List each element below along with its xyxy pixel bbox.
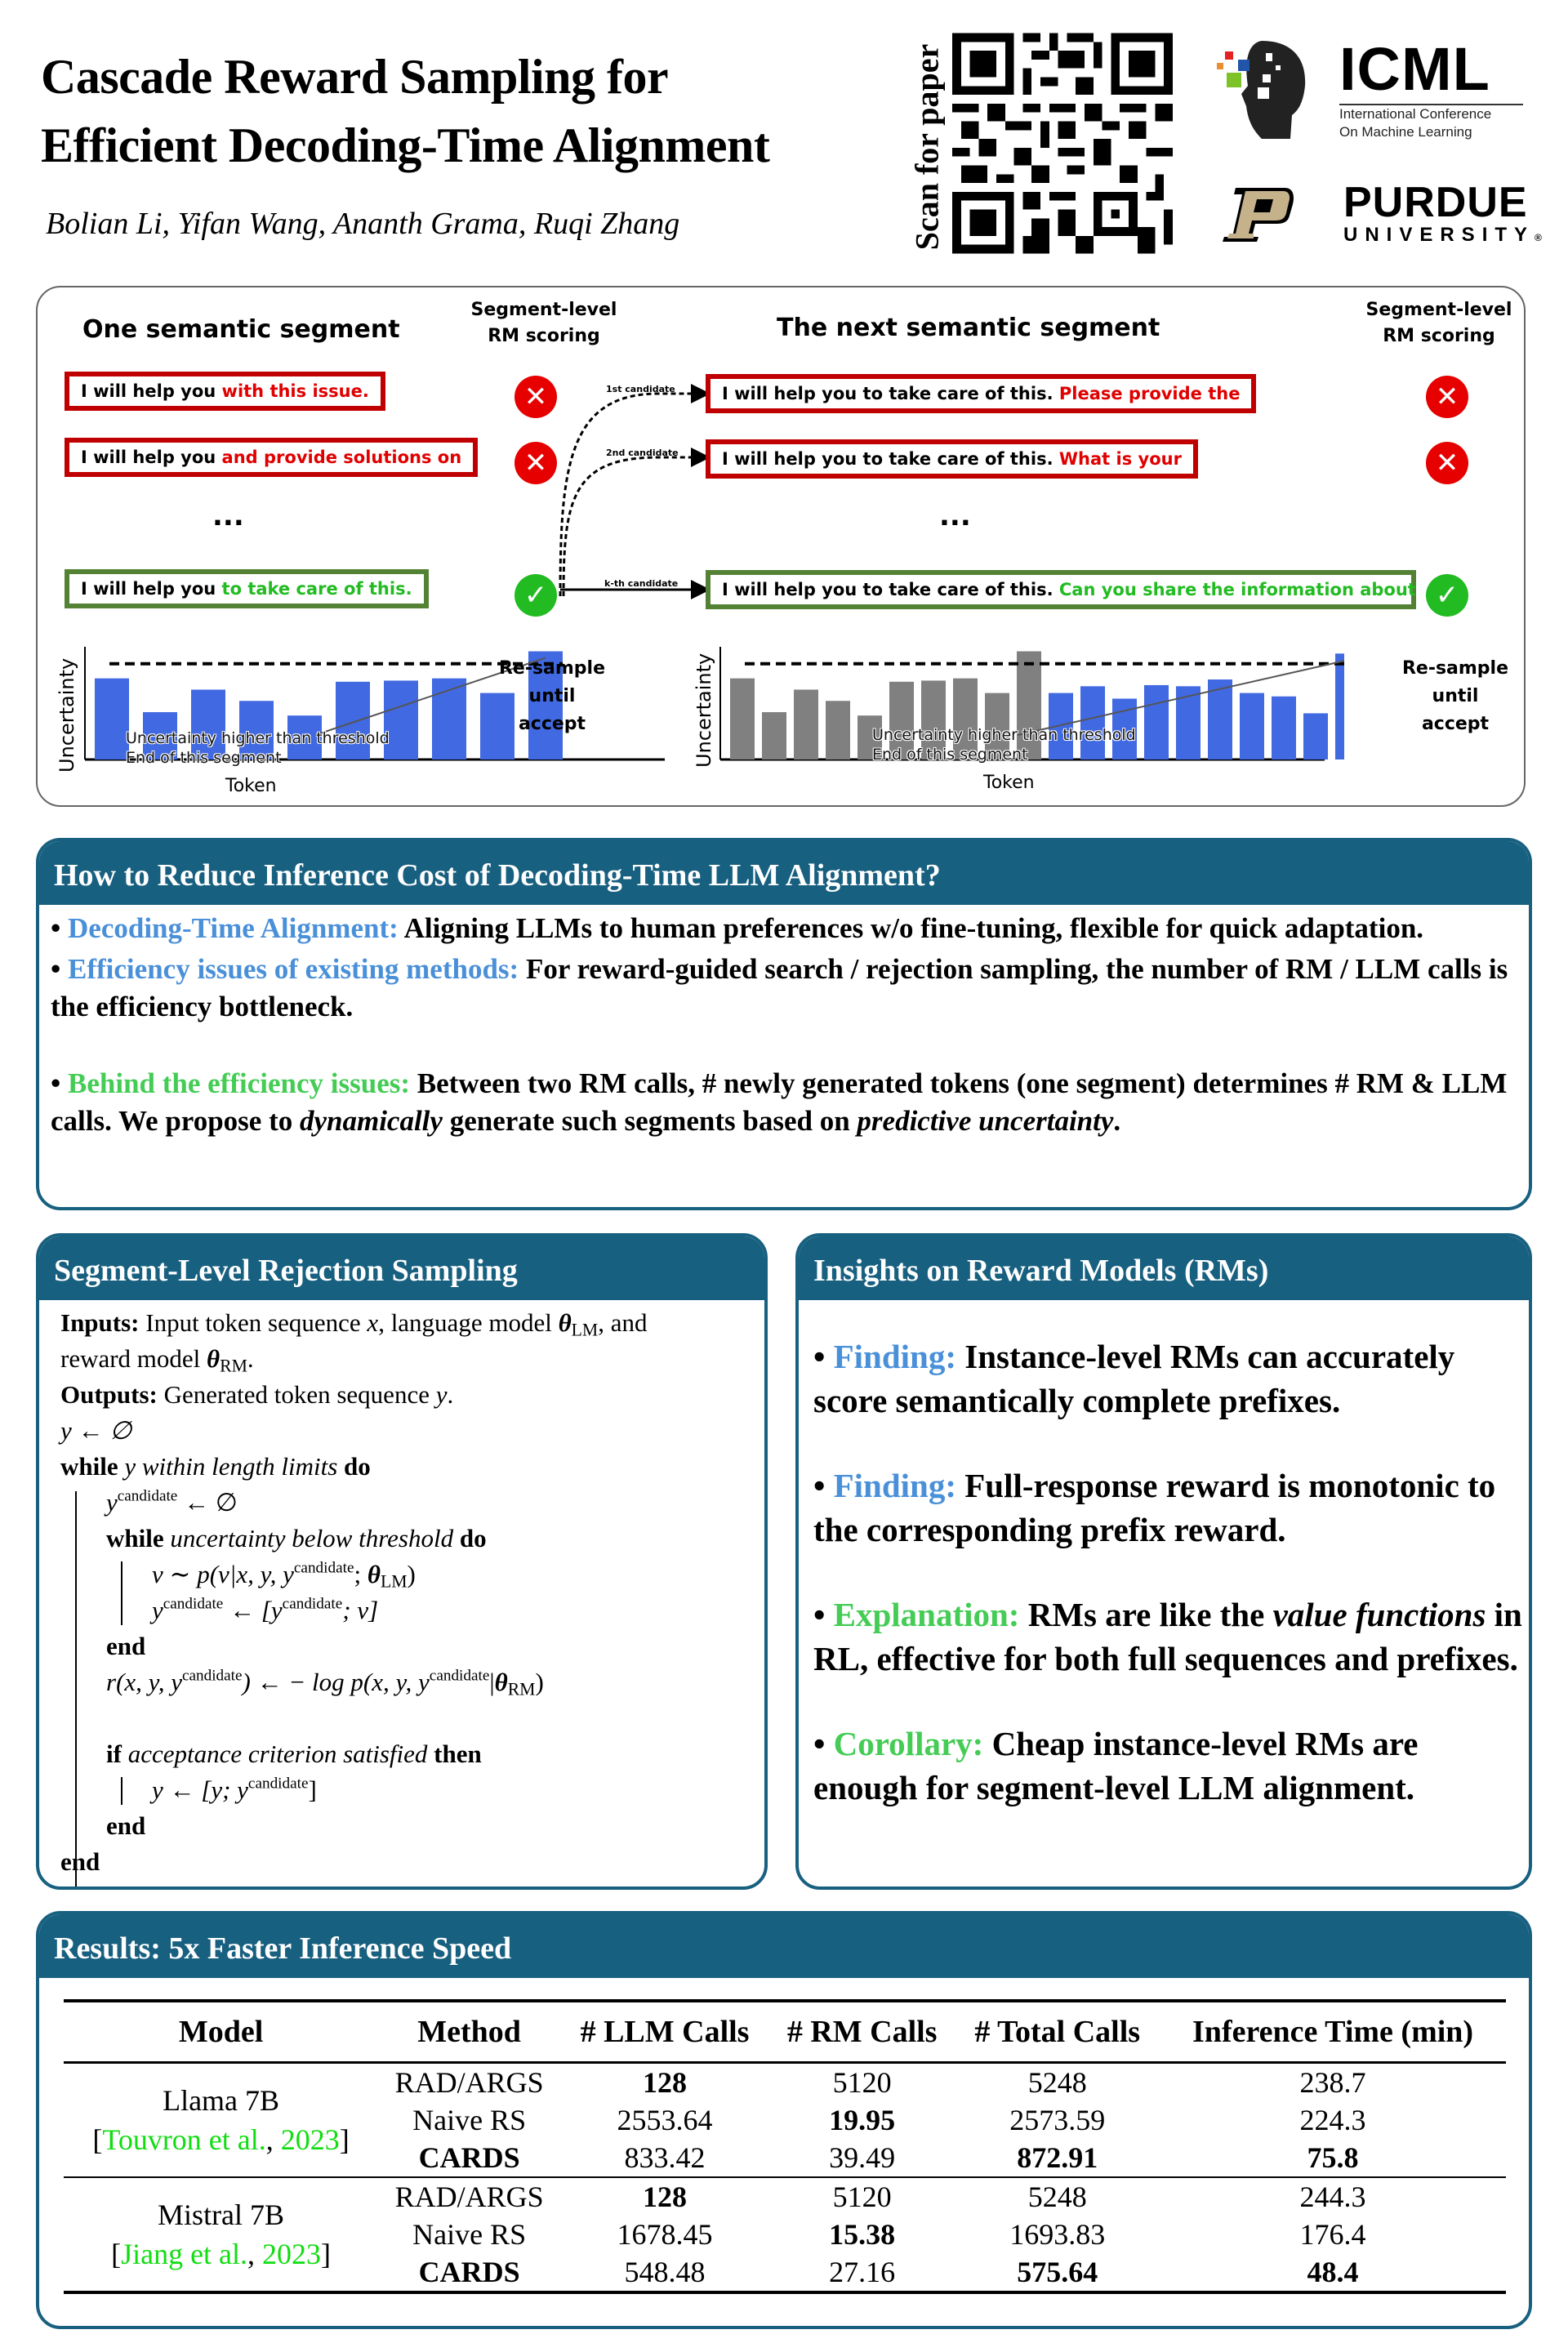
bar <box>1240 693 1264 760</box>
right-segment-3: I will help you to take care of this. Can you share the information about <box>706 570 1416 609</box>
bar <box>1335 653 1344 760</box>
section-inference-cost <box>36 838 1532 1210</box>
algo-init: y ← ∅ <box>60 1416 132 1445</box>
bar <box>1272 697 1296 760</box>
bullet-decoding-time: • Decoding-Time Alignment: Aligning LLMs to human preferences w/o fine-tuning, flexible for quick adaptation. <box>51 912 1424 944</box>
cell-rm: 5120 <box>832 2066 892 2099</box>
cell-llm: 128 <box>643 2066 688 2099</box>
section-title: How to Reduce Inference Cost of Decoding-Time LLM Alignment? <box>39 841 1529 905</box>
left-segment-1: I will help you with this issue. <box>65 372 385 411</box>
chart2-ylabel: Uncertainty <box>693 653 715 768</box>
right-title: The next semantic segment <box>777 314 1160 342</box>
algo-scope-bar <box>121 1561 122 1625</box>
bar <box>1176 686 1200 760</box>
qr-label: Scan for paper <box>908 43 946 251</box>
cell-total: 872.91 <box>1017 2141 1098 2174</box>
col-rm-calls: # RM Calls <box>786 2015 938 2049</box>
algo-scope-bar <box>121 1777 122 1805</box>
cell-method: Naive RS <box>412 2218 527 2251</box>
cell-total: 5248 <box>1027 2066 1087 2099</box>
cell-rm: 27.16 <box>829 2256 896 2288</box>
candidate-label-3: k-th candidate <box>604 578 679 589</box>
citation[interactable]: [Touvron et al., 2023] <box>92 2123 350 2156</box>
cell-time: 176.4 <box>1299 2218 1366 2251</box>
col-method: Method <box>417 2015 521 2049</box>
algo-outer-while: while y within length limits do <box>60 1452 371 1481</box>
chart1-xlabel: Token <box>225 776 277 796</box>
insight-corollary: • Corollary: Cheap instance-level RMs are enough for segment-level LLM alignment. <box>813 1725 1419 1806</box>
cell-method: CARDS <box>418 2256 520 2288</box>
left-segment-2: I will help you and provide solutions on <box>65 438 478 477</box>
cell-rm: 5120 <box>832 2180 892 2213</box>
chart2-xlabel: Token <box>983 773 1035 793</box>
right-ellipsis: ... <box>939 500 971 532</box>
chart2-annotation: Uncertainty higher than threshold End of this segment <box>872 726 1136 764</box>
bar <box>762 712 786 760</box>
citation[interactable]: [Jiang et al., 2023] <box>111 2238 332 2270</box>
model-cell: Mistral 7B [Jiang et al., 2023] <box>64 2177 378 2292</box>
check-circle-icon: ✓ <box>1426 574 1468 617</box>
cell-llm: 548.48 <box>624 2256 706 2288</box>
candidate-label-1: 1st candidate <box>606 384 675 394</box>
left-ellipsis: ... <box>212 500 244 532</box>
cell-time: 238.7 <box>1299 2066 1366 2099</box>
icml-head-logo-icon <box>1217 37 1315 143</box>
cell-total: 1693.83 <box>1009 2218 1106 2251</box>
bar <box>730 679 755 760</box>
right-segment-2: I will help you to take care of this. What is your <box>706 439 1198 479</box>
icml-wordmark <box>1339 37 1523 141</box>
title-line-1: Cascade Reward Sampling for <box>41 50 669 104</box>
cell-time: 244.3 <box>1299 2180 1366 2213</box>
purdue-sub: UNIVERSITY® <box>1343 224 1542 246</box>
cell-rm: 39.49 <box>829 2141 896 2174</box>
cell-llm: 1678.45 <box>617 2218 713 2251</box>
authors: Bolian Li, Yifan Wang, Ananth Grama, Ruqi Zhang <box>46 207 680 241</box>
insight-explanation: • Explanation: RMs are like the value functions in RL, effective for both full sequences and prefixes. <box>813 1596 1522 1677</box>
cell-method: CARDS <box>418 2141 520 2174</box>
col-model: Model <box>178 2015 264 2049</box>
chart1-ylabel: Uncertainty <box>56 657 78 773</box>
model-cell: Llama 7B [Touvron et al., 2023] <box>64 2063 378 2178</box>
x-circle-icon: ✕ <box>1426 376 1468 418</box>
section-rejection-sampling <box>36 1233 768 1890</box>
section-results <box>36 1911 1532 2329</box>
col-llm-calls: # LLM Calls <box>580 2015 750 2049</box>
cell-method: Naive RS <box>412 2104 527 2136</box>
section-title: Segment-Level Rejection Sampling <box>39 1236 764 1300</box>
qr-code-icon[interactable] <box>952 31 1173 256</box>
chart1-annotation: Uncertainty higher than threshold End of this segment <box>126 729 390 767</box>
section-title: Insights on Reward Models (RMs) <box>799 1236 1529 1300</box>
cell-rm: 19.95 <box>829 2104 896 2136</box>
left-title: One semantic segment <box>82 315 400 344</box>
results-table <box>64 1999 1506 2294</box>
cell-llm: 2553.64 <box>617 2104 713 2136</box>
resample-label-right: Re-sample until accept <box>1401 658 1509 734</box>
algo-inputs: Inputs: Input token sequence x, language model $\theta_{LM}$, and <box>60 1308 648 1340</box>
method-diagram <box>36 286 1526 807</box>
purdue-p-logo-icon <box>1221 186 1294 243</box>
title-line-2: Efficient Decoding-Time Alignment <box>41 118 770 172</box>
col-total-calls: # Total Calls <box>974 2015 1141 2049</box>
section-rm-insights <box>795 1233 1532 1890</box>
cell-method: RAD/ARGS <box>394 2180 544 2213</box>
cell-llm: 833.42 <box>624 2141 706 2174</box>
cell-total: 2573.59 <box>1009 2104 1106 2136</box>
rm-scoring-label-right: Segment-level RM scoring <box>1365 300 1512 346</box>
bullet-efficiency-issues: • Efficiency issues of existing methods: For reward-guided search / rejection sampling, the number of RM / LLM calls is the efficiency bottleneck. <box>51 953 1508 1022</box>
candidate-label-2: 2nd candidate <box>606 448 679 458</box>
cell-time: 224.3 <box>1299 2104 1366 2136</box>
left-segment-3: I will help you to take care of this. <box>65 569 429 608</box>
cell-total: 5248 <box>1027 2180 1087 2213</box>
right-segment-1: I will help you to take care of this. Please provide the <box>706 374 1256 413</box>
cell-time: 48.4 <box>1307 2256 1359 2288</box>
cell-total: 575.64 <box>1017 2256 1098 2288</box>
bar <box>1303 713 1328 760</box>
insight-finding-2: • Finding: Full-response reward is monotonic to the corresponding prefix reward. <box>813 1467 1496 1548</box>
bar <box>1144 685 1169 760</box>
bar <box>95 679 129 760</box>
icml-line-2: On Machine Learning <box>1339 124 1472 140</box>
table-header-row <box>64 2001 1506 2063</box>
col-inference-time: Inference Time (min) <box>1192 2015 1474 2049</box>
icml-name: ICML <box>1339 35 1490 103</box>
algo-scope-bar <box>75 1491 77 1890</box>
bar <box>826 701 850 760</box>
resample-label-left: Re-sample until accept <box>498 658 606 734</box>
algo-outputs: Outputs: Generated token sequence y. <box>60 1380 454 1409</box>
purdue-wordmark <box>1343 181 1542 249</box>
table-row <box>64 2063 1506 2102</box>
table-row <box>64 2177 1506 2216</box>
x-circle-icon: ✕ <box>514 376 557 418</box>
cell-llm: 128 <box>643 2180 688 2213</box>
x-circle-icon: ✕ <box>1426 442 1468 484</box>
algorithm-block: Inputs: Input token sequence x, language model $\theta_{LM}$, and reward model $\theta_{RM}$. Outputs: Generated token sequence y. y ← ∅ while y within length limits do $y^{candidate}$ ← ∅ while uncertainty below threshold do v ∼ p(v|x, y, $y^{candidate}$; $\theta_{LM}$) $y^{candidate}$ ← [$y^{candidate}$; v] end r(x, y, $y^{candidate}$) ← − log p(x, y, $y^{candidate}|\theta_{RM}$) if acceptance criterion satisfied then y ← [y; $y^{candidate}$] end end <box>39 1300 764 1880</box>
poster-title <box>41 42 769 180</box>
purdue-name: PURDUE <box>1343 179 1528 226</box>
section-title: Results: 5x Faster Inference Speed <box>39 1914 1529 1978</box>
insight-finding-1: • Finding: Instance-level RMs can accurately score semantically complete prefixes. <box>813 1338 1455 1419</box>
rm-scoring-label-left: Segment-level RM scoring <box>470 300 617 346</box>
cell-method: RAD/ARGS <box>394 2066 544 2099</box>
bullet-behind-issues: • Behind the efficiency issues: Between two RM calls, # newly generated tokens (one segment) determines # RM & LLM calls. We propose to dynamically generate such segments based on predictive uncertainty. <box>51 1067 1508 1137</box>
candidate-arrows <box>552 369 715 606</box>
x-circle-icon: ✕ <box>514 442 557 484</box>
bar <box>794 689 818 760</box>
cell-rm: 15.38 <box>829 2218 896 2251</box>
cell-time: 75.8 <box>1307 2141 1359 2174</box>
check-circle-icon: ✓ <box>514 574 557 617</box>
icml-line-1: International Conference <box>1339 106 1492 122</box>
